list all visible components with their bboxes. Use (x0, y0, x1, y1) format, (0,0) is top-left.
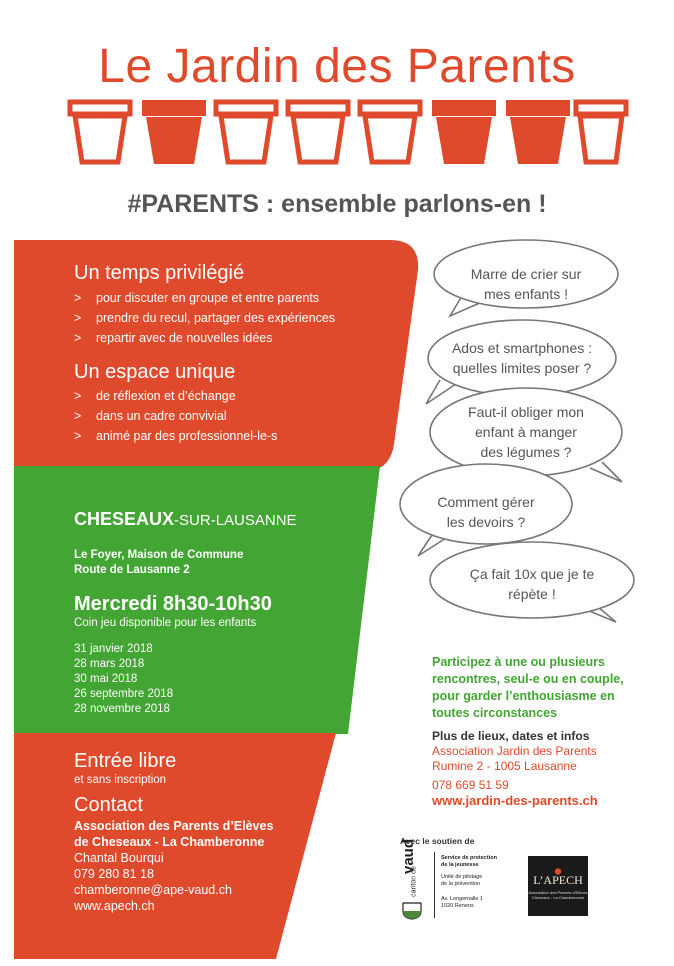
info-block: Plus de lieux, dates et infos Association Jardin des Parents Rumine 2 - 1005 Lausanne 078 669 51 59 www.jardin-des-parents.ch (432, 729, 662, 808)
contact-details: Association des Parents d’Elèves de Cheseaux - La Chamberonne Chantal Bourqui 079 280 81 18 chamberonne@ape-vaud.ch www.apech.ch (74, 819, 274, 913)
invitation-text: Participez à une ou plusieurs rencontres, seul-e ou en couple, pour garder l’enthousiasme en toutes circonstances (432, 655, 624, 720)
event-dates (74, 642, 173, 717)
vaud-logo: canton de vaud (398, 852, 432, 922)
apple-icon (528, 862, 588, 870)
flower-pots-decoration (60, 98, 632, 168)
red-list-2 (74, 386, 404, 446)
list-item: 28 mars 2018 (74, 658, 145, 670)
vaud-shield-icon (402, 902, 422, 920)
pot-icon-2 (142, 100, 206, 164)
page-subtitle: #PARENTS : ensemble parlons-en ! (127, 190, 547, 218)
bubble-text-5: Ça fait 10x que je te répète ! (469, 566, 595, 602)
bubble-text-2: Ados et smartphones : quelles limites poser ? (451, 340, 593, 376)
pot-icon-1 (70, 102, 130, 162)
event-city: CHESEAUX-SUR-LAUSANNE (74, 509, 297, 529)
page-title: Le Jardin des Parents (98, 40, 576, 93)
sponsor-service-text: Service de protection de la jeunesse Unité de pilotage de la prévention Av. Longemalle 1 1020 Renens (441, 855, 497, 909)
list-item: > pour discuter en groupe et entre parents (74, 291, 320, 305)
contact-email-link[interactable]: chamberonne@ape-vaud.ch (74, 883, 232, 897)
pot-icon-4 (288, 102, 348, 162)
list-item: 28 novembre 2018 (74, 703, 170, 715)
list-item: > dans un cadre convivial (74, 409, 227, 423)
list-item: 31 janvier 2018 (74, 643, 153, 655)
sponsor-label: Avec le soutien de (400, 836, 475, 846)
bubble-text-4: Comment gérer les devoirs ? (437, 494, 535, 530)
pot-icon-6 (432, 100, 496, 164)
pot-icon-7 (506, 100, 570, 164)
red-heading-2: Un espace unique (74, 361, 236, 383)
pot-icon-3 (216, 102, 276, 162)
jardin-web-link[interactable]: www.jardin-des-parents.ch (432, 793, 598, 808)
event-kids-note: Coin jeu disponible pour les enfants (74, 617, 257, 629)
event-time: Mercredi 8h30-10h30 (74, 593, 272, 615)
apech-logo: L’APECH Association des Parents d’Elèves Cheseaux - La Chamberonne (528, 856, 588, 916)
pot-icon-8 (576, 102, 626, 162)
pot-icon-5 (360, 102, 420, 162)
list-item: > prendre du recul, partager des expériences (74, 311, 336, 325)
event-place: Le Foyer, Maison de Commune Route de Lausanne 2 (74, 549, 244, 576)
list-item: 30 mai 2018 (74, 673, 138, 685)
red-heading-1: Un temps privilégié (74, 262, 245, 284)
entry-heading: Entrée libre (74, 750, 177, 772)
red-list-1 (74, 288, 404, 348)
contact-web-link[interactable]: www.apech.ch (74, 899, 155, 913)
sponsor-divider (434, 852, 435, 918)
list-item: 26 septembre 2018 (74, 688, 174, 700)
list-item: > de réflexion et d’échange (74, 389, 236, 403)
bubble-text-3: Faut-il obliger mon enfant à manger des légumes ? (468, 404, 584, 460)
list-item: > animé par des professionnel-le-s (74, 429, 278, 443)
list-item: > repartir avec de nouvelles idées (74, 331, 273, 345)
entry-subtext: et sans inscription (74, 774, 167, 786)
bubble-text-1: Marre de crier sur mes enfants ! (470, 266, 582, 302)
contact-heading: Contact (74, 794, 143, 816)
